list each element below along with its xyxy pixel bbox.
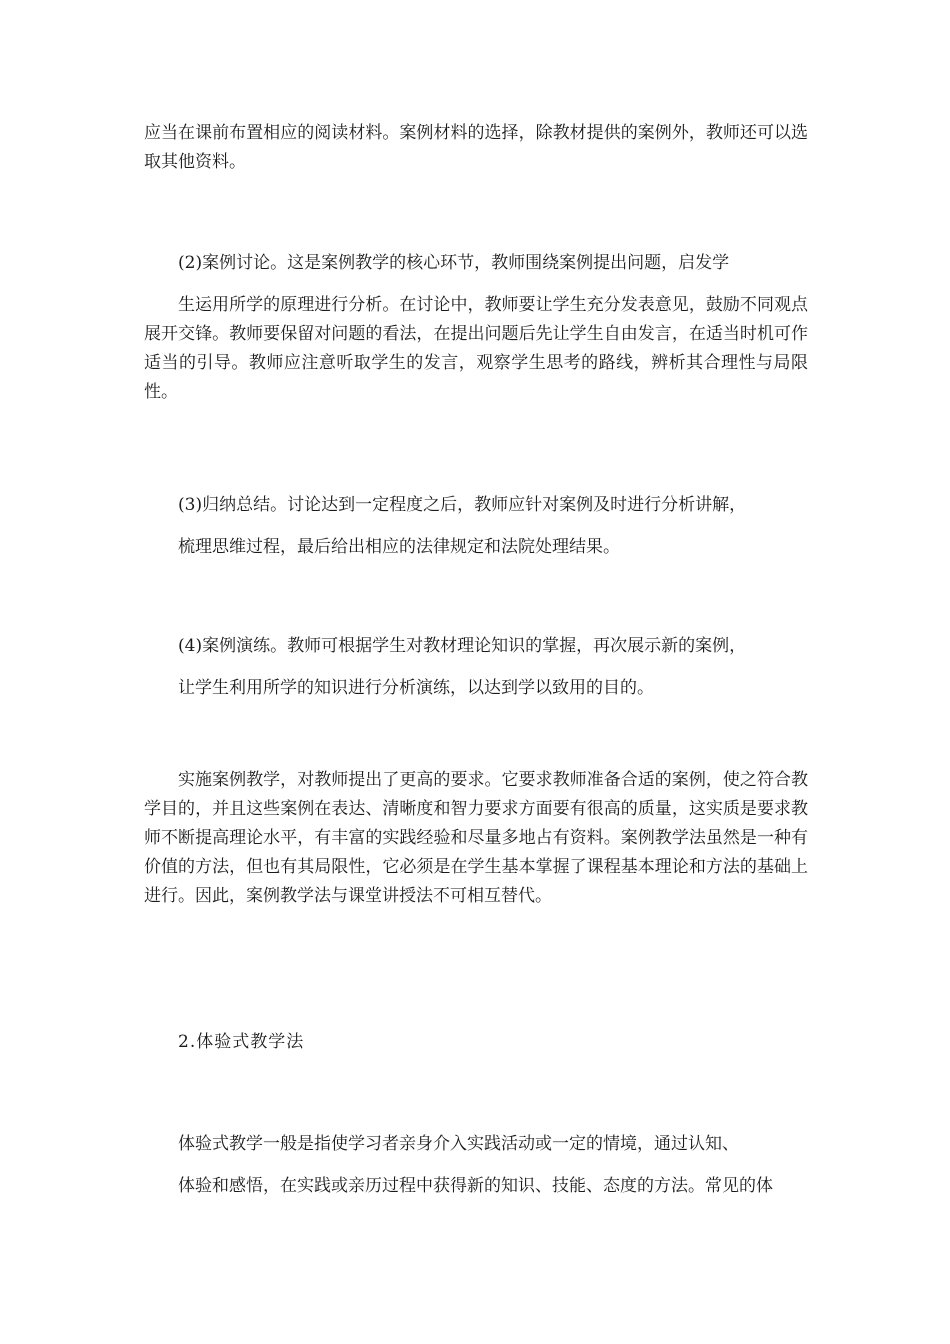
paragraph-reading-materials	[144, 119, 808, 177]
paragraph-rest: 生运用所学的原理进行分析。在讨论中，教师要让学生充分发表意见，鼓励不同观点展开交锋。教师要保留对问题的看法，在提出问题后先让学生自由发言，在适当时机可作适当的引导。教师应注意听取学生的发言，观察学生思考的路线，辨析其合理性与局限性。	[144, 295, 808, 402]
paragraph-line: 还可以选取其他资料。	[144, 123, 809, 172]
paragraph-first-line: 体验式教学一般是指使学习者亲身介入实践活动或一定的情境，通过认知、	[178, 1134, 739, 1154]
paragraph-first-line: (4)案例演练。教师可根据学生对教材理论知识的掌握，再次展示新的案例，	[178, 636, 747, 656]
paragraph-line: 应当在课前布置相应的阅读材料。案例材料的选择，除教材提供的案例外，教师	[144, 123, 740, 143]
paragraph-case-teaching-requirements: 实施案例教学，对教师提出了更高的要求。它要求教师准备合适的案例，使之符合教学目的，并且这些案例在表达、清晰度和智力要求方面要有很高的质量，这实质是要求教师不断提高理论水平，有丰富的实践经验和尽量多地占有资料。案例教学法虽然是一种有价值的方法，但也有其局限性，它必须是在学生基本掌握了课程基本理论和方法的基础上进行。因此，案例教学法与课堂讲授法不可相互替代。	[144, 770, 808, 906]
paragraph-rest: 让学生利用所学的知识进行分析演练，以达到学以致用的目的。	[178, 678, 654, 698]
paragraph-experiential-teaching	[144, 1130, 808, 1201]
paragraph-case-discussion	[144, 249, 808, 407]
paragraph-summary	[144, 491, 808, 562]
paragraph-first-line: (3)归纳总结。讨论达到一定程度之后，教师应针对案例及时进行分析讲解，	[178, 495, 747, 515]
paragraph-first-line: (2)案例讨论。这是案例教学的核心环节，教师围绕案例提出问题，启发学	[178, 253, 730, 273]
paragraph-rest: 体验和感悟，在实践或亲历过程中获得新的知识、技能、态度的方法。常见的体	[178, 1176, 773, 1196]
paragraph-rest: 梳理思维过程，最后给出相应的法律规定和法院处理结果。	[178, 537, 620, 557]
section-heading: 2.体验式教学法	[178, 1032, 305, 1052]
paragraph-case-practice	[144, 632, 808, 703]
